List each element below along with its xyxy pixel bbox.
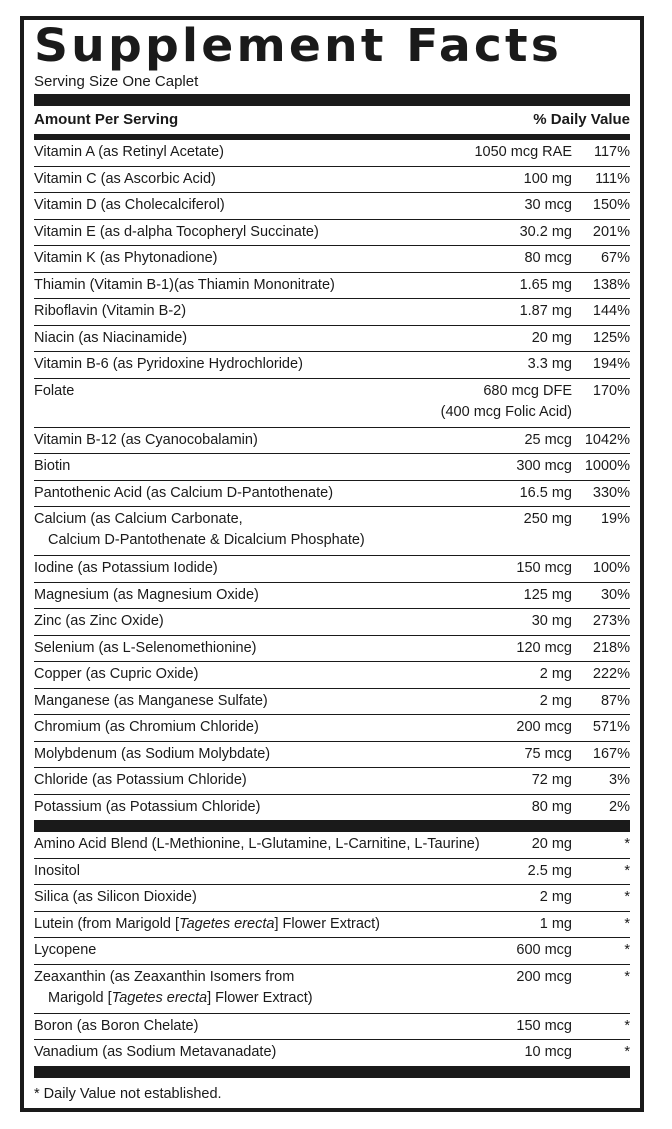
table-row <box>34 193 630 220</box>
ingredient-name <box>34 381 74 402</box>
ingredient-name-line: Zeaxanthin (as Zeaxanthin Isomers from <box>34 968 295 985</box>
ingredient-name-line: Vitamin B-12 (as Cyanocobalamin) <box>34 431 258 448</box>
ingredient-name <box>34 456 70 477</box>
ingredient-name-line: Manganese (as Manganese Sulfate) <box>34 692 268 709</box>
ingredient-amount <box>528 354 572 375</box>
ingredient-name <box>34 797 260 818</box>
ingredient-amount <box>540 691 572 712</box>
amount-value: 300 mcg <box>516 458 572 474</box>
ingredient-amount <box>520 301 572 322</box>
ingredient-name <box>34 483 333 504</box>
ingredient-name-part: ] Flower Extract) <box>207 989 313 1006</box>
daily-value: 201% <box>592 223 630 240</box>
daily-value: 571% <box>592 719 630 735</box>
ingredient-name-line: Amino Acid Blend (L-Methionine, L-Glutamine, L-Carnitine, L-Taurine) <box>34 836 480 852</box>
ingredient-name-line: Calcium (as Calcium Carbonate, <box>34 511 243 527</box>
ingredient-amount <box>524 430 572 451</box>
ingredient-amount <box>524 248 572 269</box>
amount-value: 100 mg <box>523 170 572 187</box>
ingredient-name-line: Chromium (as Chromium Chloride) <box>34 719 259 735</box>
ingredient-name-line: Copper (as Cupric Oxide) <box>34 666 199 682</box>
ingredient-name <box>34 354 303 375</box>
divider-thick <box>34 1066 630 1078</box>
ingredient-amount <box>524 1042 572 1063</box>
amount-value: 150 mcg <box>516 1017 572 1034</box>
nutrient-list <box>34 140 630 820</box>
ingredient-name-line: Folate <box>34 382 75 399</box>
table-row <box>34 299 630 326</box>
daily-value: 2% <box>609 798 630 815</box>
daily-value: 194% <box>592 356 630 372</box>
amount-value: 80 mg <box>531 798 572 815</box>
ingredient-name-line: Vitamin B-6 (as Pyridoxine Hydrochloride) <box>34 356 303 372</box>
amount-note: (400 mcg Folic Acid) <box>440 403 572 420</box>
ingredient-name-line: Vitamin C (as Ascorbic Acid) <box>34 170 216 187</box>
daily-value: 30% <box>600 586 630 603</box>
ingredient-amount <box>520 222 572 243</box>
daily-value: * <box>624 942 630 958</box>
ingredient-name-line: Inositol <box>34 862 80 879</box>
amount-value: 2.5 mg <box>527 862 572 879</box>
ingredient-amount <box>540 887 572 908</box>
table-row <box>34 246 630 273</box>
daily-value: * <box>624 889 630 905</box>
ingredient-amount <box>441 381 572 423</box>
amount-value: 3.3 mg <box>527 356 572 372</box>
amount-value: 72 mg <box>531 772 572 788</box>
amount-value: 2 mg <box>539 666 572 682</box>
table-row <box>34 1040 630 1066</box>
amount-value: 680 mcg DFE <box>483 382 572 399</box>
amount-value: 30 mcg <box>524 197 572 213</box>
amount-value: 200 mcg <box>516 968 572 985</box>
other-ingredient-list <box>34 832 630 1066</box>
daily-value: 222% <box>592 666 630 682</box>
table-row <box>34 912 630 939</box>
amount-value: 1 mg <box>539 915 572 932</box>
amount-value: 30 mg <box>531 613 572 629</box>
ingredient-name <box>34 664 198 685</box>
table-row <box>34 507 630 556</box>
daily-value-label: % Daily Value <box>533 111 630 128</box>
ingredient-amount <box>516 558 572 579</box>
ingredient-name-line: Thiamin (Vitamin B-1)(as Thiamin Mononitrate) <box>34 276 335 293</box>
daily-value: 170% <box>592 382 630 399</box>
amount-per-serving-label: Amount Per Serving <box>34 111 179 128</box>
amount-value: 600 mcg <box>516 942 572 958</box>
table-row <box>34 273 630 300</box>
table-row <box>34 742 630 769</box>
ingredient-name <box>34 585 259 606</box>
ingredient-name <box>34 717 259 738</box>
ingredient-amount <box>532 770 572 791</box>
ingredient-amount <box>520 275 572 296</box>
table-row <box>34 428 630 455</box>
ingredient-name <box>34 770 247 791</box>
table-row <box>34 556 630 583</box>
ingredient-amount <box>524 585 572 606</box>
table-row <box>34 583 630 610</box>
table-row <box>34 379 630 428</box>
ingredient-name-line: Vitamin D (as Cholecalciferol) <box>34 197 225 213</box>
ingredient-name-line: Pantothenic Acid (as Calcium D-Pantothenate) <box>34 484 334 501</box>
ingredient-amount <box>516 456 572 477</box>
ingredient-name-line: Chloride (as Potassium Chloride) <box>34 772 247 788</box>
daily-value: 144% <box>592 303 630 319</box>
ingredient-name <box>34 509 365 551</box>
ingredient-name-line2: Calcium D-Pantothenate & Dicalcium Phosphate) <box>48 532 365 548</box>
ingredient-name <box>34 558 218 579</box>
ingredient-name-part: Lutein (from Marigold [ <box>34 915 180 932</box>
amount-value: 80 mcg <box>524 250 572 266</box>
table-row <box>34 1014 630 1041</box>
ingredient-name-line: Vitamin E (as d-alpha Tocopheryl Succinate) <box>34 223 319 240</box>
amount-value: 1.87 mg <box>519 303 572 319</box>
ingredient-amount <box>528 861 572 882</box>
ingredient-amount <box>516 940 572 961</box>
amount-value: 75 mcg <box>524 745 572 762</box>
daily-value: 3% <box>609 772 630 788</box>
table-row <box>34 636 630 663</box>
table-row <box>34 352 630 379</box>
daily-value: * <box>624 968 630 985</box>
table-row <box>34 768 630 795</box>
amount-value: 2 mg <box>539 692 572 709</box>
ingredient-name <box>34 861 80 882</box>
amount-value: 120 mcg <box>516 639 572 656</box>
ingredient-name-line: Molybdenum (as Sodium Molybdate) <box>34 745 271 762</box>
daily-value: 87% <box>600 692 630 709</box>
ingredient-amount <box>524 744 572 765</box>
table-row <box>34 220 630 247</box>
ingredient-amount <box>516 717 572 738</box>
serving-size: Serving Size One Caplet <box>34 73 199 90</box>
table-row <box>34 167 630 194</box>
ingredient-name <box>34 638 256 659</box>
daily-value: 138% <box>592 276 630 293</box>
ingredient-name-line2 <box>34 988 313 1009</box>
table-row <box>34 609 630 636</box>
ingredient-name-italic: Tagetes erecta <box>111 989 208 1006</box>
amount-value: 25 mcg <box>524 431 572 448</box>
ingredient-name-line: Lycopene <box>34 942 97 958</box>
table-row <box>34 795 630 821</box>
ingredient-name <box>34 914 380 935</box>
ingredient-name <box>34 328 187 349</box>
ingredient-amount <box>516 967 572 988</box>
daily-value: 150% <box>592 197 630 213</box>
amount-value: 1.65 mg <box>519 276 572 293</box>
daily-value: * <box>624 1044 630 1060</box>
ingredient-amount <box>540 664 572 685</box>
ingredient-name <box>34 967 313 1009</box>
ingredient-name <box>34 1016 198 1037</box>
ingredient-name <box>34 142 224 163</box>
ingredient-name-line: Vanadium (as Sodium Metavanadate) <box>34 1044 277 1060</box>
daily-value: 117% <box>593 144 630 160</box>
amount-value: 200 mcg <box>516 719 572 735</box>
ingredient-name-line: Niacin (as Niacinamide) <box>34 329 188 346</box>
daily-value: 19% <box>600 511 630 527</box>
divider-thick <box>34 94 630 106</box>
daily-value: 125% <box>592 329 630 346</box>
amount-value: 10 mcg <box>524 1044 572 1060</box>
daily-value: * <box>624 915 630 932</box>
table-row <box>34 938 630 965</box>
ingredient-name <box>34 301 186 322</box>
ingredient-name-line: Silica (as Silicon Dioxide) <box>34 889 197 905</box>
ingredient-amount <box>516 1016 572 1037</box>
daily-value: * <box>624 862 630 879</box>
table-row <box>34 140 630 167</box>
ingredient-name <box>34 744 270 765</box>
daily-value: * <box>624 1017 630 1034</box>
ingredient-amount <box>474 142 572 163</box>
amount-value: 250 mg <box>523 511 572 527</box>
amount-value: 30.2 mg <box>519 223 572 240</box>
supplement-facts-panel <box>20 16 644 1112</box>
ingredient-amount <box>524 169 572 190</box>
table-row <box>34 965 630 1014</box>
ingredient-name-line: Biotin <box>34 458 71 474</box>
daily-value: 218% <box>592 639 630 656</box>
ingredient-amount <box>524 195 572 216</box>
ingredient-name-line: Zinc (as Zinc Oxide) <box>34 613 164 629</box>
amount-value: 150 mcg <box>516 560 572 576</box>
ingredient-amount <box>532 328 572 349</box>
ingredient-name <box>34 834 480 855</box>
ingredient-name-italic: Tagetes erecta <box>179 915 275 932</box>
ingredient-name-line: Riboflavin (Vitamin B-2) <box>34 303 187 319</box>
ingredient-name <box>34 1042 276 1063</box>
table-row <box>34 832 630 859</box>
table-row <box>34 859 630 886</box>
ingredient-name-line: Potassium (as Potassium Chloride) <box>34 798 261 815</box>
daily-value: * <box>624 836 630 852</box>
ingredient-name <box>34 248 218 269</box>
table-row <box>34 481 630 508</box>
ingredient-name <box>34 611 164 632</box>
daily-value: 273% <box>592 613 630 629</box>
daily-value: 1042% <box>584 431 630 448</box>
amount-value: 20 mg <box>531 329 572 346</box>
ingredient-name-part: Marigold [ <box>48 989 112 1006</box>
daily-value: 167% <box>592 745 630 762</box>
ingredient-amount <box>532 797 572 818</box>
ingredient-name <box>34 169 216 190</box>
ingredient-name-line: Selenium (as L-Selenomethionine) <box>34 639 257 656</box>
ingredient-name <box>34 940 96 961</box>
panel-content <box>34 20 630 1102</box>
ingredient-name-line: Vitamin A (as Retinyl Acetate) <box>34 144 224 160</box>
daily-value: 100% <box>592 560 630 576</box>
amount-value: 1050 mcg RAE <box>474 144 572 160</box>
table-row <box>34 689 630 716</box>
ingredient-name <box>34 195 225 216</box>
ingredient-name <box>34 887 197 908</box>
ingredient-amount <box>520 483 572 504</box>
amount-value: 16.5 mg <box>519 484 572 501</box>
ingredient-amount <box>532 834 572 855</box>
ingredient-amount <box>540 914 572 935</box>
table-row <box>34 662 630 689</box>
ingredient-amount <box>532 611 572 632</box>
ingredient-name <box>34 222 319 243</box>
ingredient-name-part: ] Flower Extract) <box>274 915 380 932</box>
table-row <box>34 454 630 481</box>
amount-value: 125 mg <box>523 586 572 603</box>
daily-value: 1000% <box>584 458 630 474</box>
ingredient-name-line: Magnesium (as Magnesium Oxide) <box>34 586 259 603</box>
column-header <box>34 106 630 134</box>
amount-value: 20 mg <box>531 836 572 852</box>
divider-thick <box>34 820 630 832</box>
footnote: * Daily Value not established. <box>34 1085 222 1102</box>
table-row <box>34 326 630 353</box>
daily-value: 111% <box>595 170 630 187</box>
amount-value: 2 mg <box>539 889 572 905</box>
daily-value: 67% <box>600 250 630 266</box>
table-row <box>34 885 630 912</box>
ingredient-name-line: Vitamin K (as Phytonadione) <box>34 250 218 266</box>
ingredient-amount <box>516 638 572 659</box>
panel-title: Supplement Facts <box>34 19 563 72</box>
ingredient-name <box>34 691 268 712</box>
ingredient-name-line: Boron (as Boron Chelate) <box>34 1017 199 1034</box>
ingredient-amount <box>524 509 572 530</box>
ingredient-name <box>34 275 335 296</box>
ingredient-name-line: Iodine (as Potassium Iodide) <box>34 560 218 576</box>
ingredient-name <box>34 430 258 451</box>
daily-value: 330% <box>592 484 630 501</box>
table-row <box>34 715 630 742</box>
